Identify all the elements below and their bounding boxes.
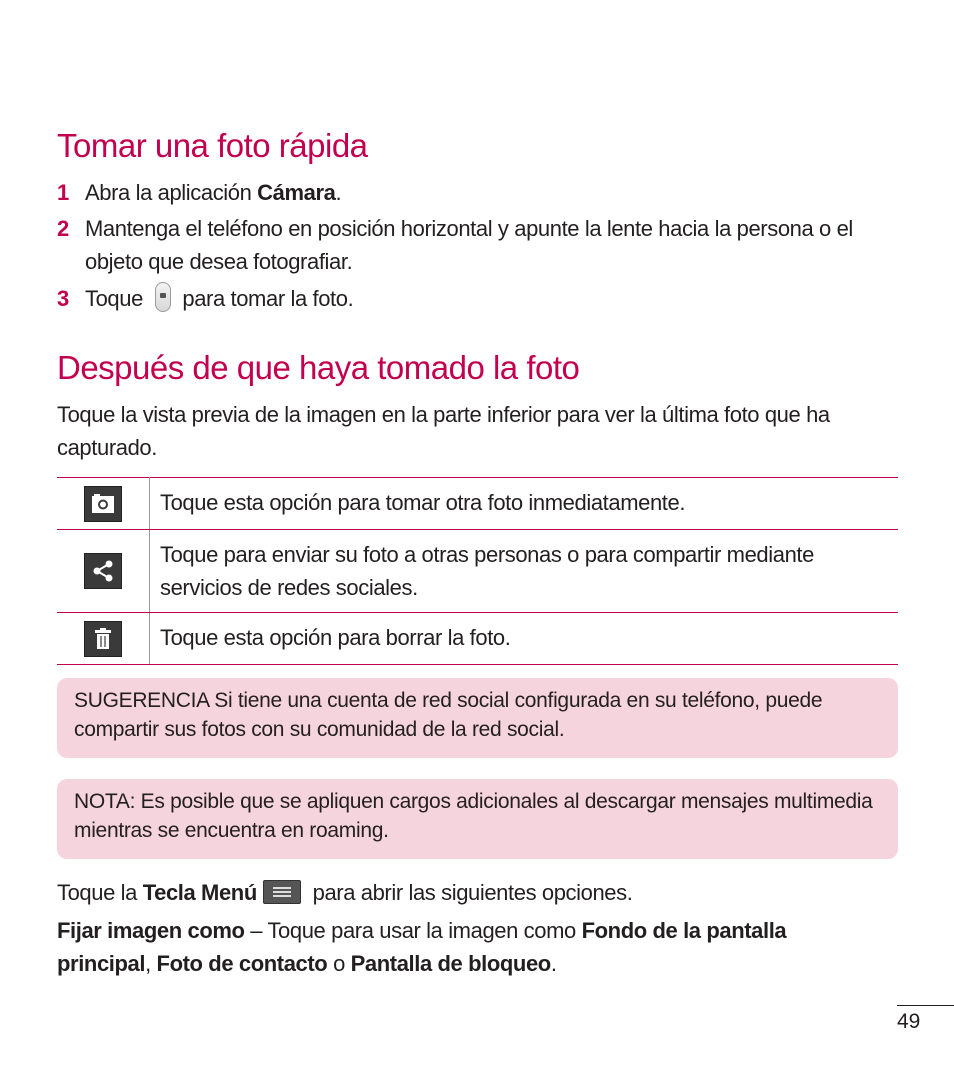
shutter-button-icon [155,282,171,312]
share-icon [84,553,122,589]
step-text: Abra la aplicación Cámara. [85,180,342,205]
section-title-after-photo: Después de que haya tomado la foto [57,349,580,386]
option-text: Toque esta opción para borrar la foto. [150,613,899,665]
tip-callout [57,678,898,758]
note-callout [57,779,898,859]
step-number: 1 [57,180,69,205]
camera-icon [84,486,122,522]
options-table [57,477,898,665]
page-number: 49 [897,1005,954,1034]
table-row [57,530,898,613]
tip-text: Si tiene una cuenta de red social configurada en su teléfono, puede compartir sus fotos con su comunidad de la red social. [74,689,823,741]
note-label: NOTA: [74,790,136,813]
step-text: Mantenga el teléfono en posición horizontal y apunte la lente hacia la persona o el objeto que desea fotografiar. [85,216,853,274]
step-number: 2 [57,216,69,241]
option-text: Toque para enviar su foto a otras personas o para compartir mediante servicios de redes sociales. [150,530,899,613]
option-text: Toque esta opción para tomar otra foto inmediatamente. [150,478,899,530]
section-title-quick-photo: Tomar una foto rápida [57,127,368,164]
table-row [57,478,898,530]
step-number: 3 [57,286,69,311]
step-text: Toque para tomar la foto. [85,282,915,315]
set-image-as-paragraph: Fijar imagen como – Toque para usar la imagen como Fondo de la pantalla principal, Foto de contacto o Pantalla de bloqueo. [57,918,787,976]
tip-label: SUGERENCIA [74,689,209,712]
menu-key-line: Toque la Tecla Menú para abrir las siguientes opciones. [57,880,633,905]
table-row [57,613,898,665]
note-text: Es posible que se apliquen cargos adicionales al descargar mensajes multimedia mientras se encuentra en roaming. [74,790,873,842]
intro-paragraph: Toque la vista previa de la imagen en la parte inferior para ver la última foto que ha capturado. [57,402,830,460]
menu-key-icon [263,880,301,904]
trash-icon [84,621,122,657]
